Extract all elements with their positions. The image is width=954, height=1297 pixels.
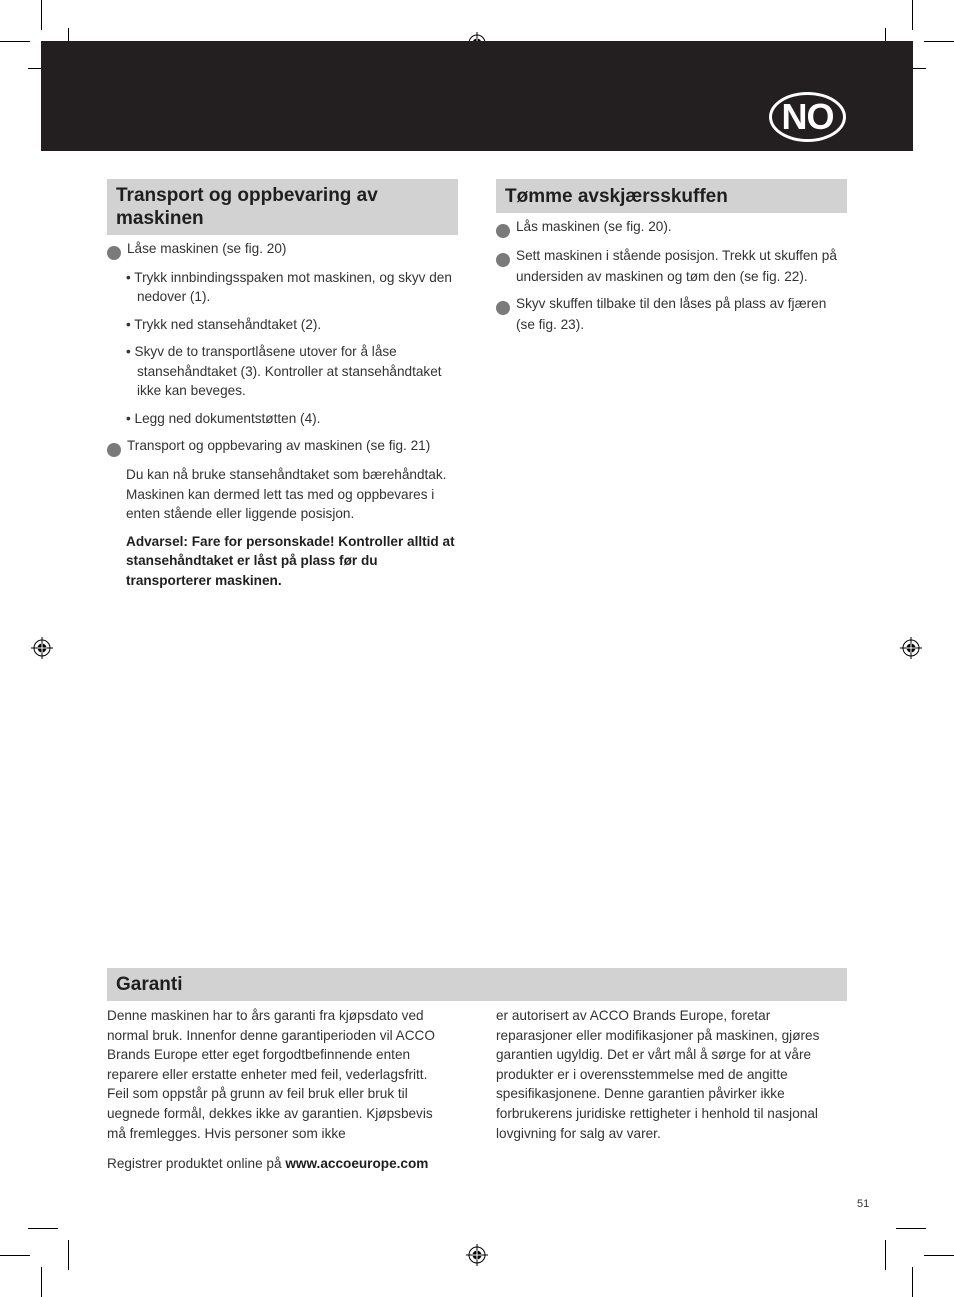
warranty-heading: Garanti [107,968,847,1001]
step-number-icon: 1 [107,246,121,260]
transport-heading: Transport og oppbevaring av maskinen [107,179,458,235]
crop-mark [41,0,42,30]
crop-mark [885,1240,886,1270]
step-item: 2 Transport og oppbevaring av maskinen (se fig. 21) [94,438,431,456]
crop-mark [68,1240,69,1270]
crop-mark [924,41,954,42]
bullet-item: • Trykk innbindingsspaken mot maskinen, og skyv den nedover (1). [126,269,452,305]
crop-mark [912,0,913,30]
step-number-icon: 1 [496,224,510,238]
register-line: Registrer produktet online på www.accoeurope.com [107,1156,429,1172]
step-item: 3 Skyv skuffen tilbake til den låses på plass av fjæren (se fig. 23). [483,296,827,333]
step-number-icon: 2 [107,443,121,457]
page-number: 51 [857,1198,870,1210]
registration-mark-icon [466,1244,488,1266]
warranty-left-column [107,1006,452,1182]
crop-mark [41,1267,42,1297]
crop-mark [0,1255,30,1256]
language-badge: NO [769,92,846,142]
register-link[interactable]: www.accoeurope.com [285,1156,429,1172]
crop-mark [896,1228,926,1229]
warranty-text: Denne maskinen har to års garanti fra kjøpsdato ved normal bruk. Innenfor denne garantiperioden vil ACCO Brands Europe etter eget forgodtbefinnende enten reparere eller erstatte enheter med feil, vederlagsfritt. Feil som oppstår på grunn av feil bruk eller bruk til uegnede formål, dekkes ikke av garantien. Kjøpsbevis må fremlegges. Hvis personer som ikke [107,1008,435,1141]
registration-mark-icon [31,637,53,659]
crop-mark [912,1267,913,1297]
empty-tray-section [483,217,847,343]
step-number-icon: 3 [496,301,510,315]
step-number-icon: 2 [496,253,510,267]
warning-text: Advarsel: Fare for personskade! Kontroller alltid at stansehåndtaket er låst på plass før du transporterer maskinen. [126,533,455,588]
bullet-item: • Skyv de to transportlåsene utover for å låse stansehåndtaket (3). Kontroller at stansehåndtaket ikke kan beveges. [126,344,442,399]
warranty-text: er autorisert av ACCO Brands Europe, foretar reparasjoner eller modifikasjoner på maskinen, gjøres garantien ugyldig. Det er vårt mål å sørge for at våre produkter er i overensstemmelse med de angitte spesifikasjonene. Denne garantien påvirker ikke forbrukerens juridiske rettigheter i henhold til nasjonal lovgivning for salg av varer. [496,1008,820,1141]
registration-mark-icon [900,637,922,659]
bullet-item: • Trykk ned stansehåndtaket (2). [126,316,322,332]
crop-mark [28,1228,58,1229]
empty-tray-heading: Tømme avskjærsskuffen [496,179,847,213]
transport-section [94,239,458,598]
step-item: 1 Låse maskinen (se fig. 20) [94,241,287,258]
step-item: 2 Sett maskinen i stående posisjon. Trekk ut skuffen på undersiden av maskinen og tøm den (se fig. 22). [483,247,837,284]
step-item: 1 Lås maskinen (se fig. 20). [483,219,672,236]
step-body-text: Du kan nå bruke stansehåndtaket som bærehåndtak. Maskinen kan dermed lett tas med og oppbevares i enten stående eller liggende posisjon. [126,466,447,522]
bullet-item: • Legg ned dokumentstøtten (4). [126,410,321,426]
crop-mark [0,41,30,42]
warranty-right-column [496,1006,847,1151]
crop-mark [924,1255,954,1256]
